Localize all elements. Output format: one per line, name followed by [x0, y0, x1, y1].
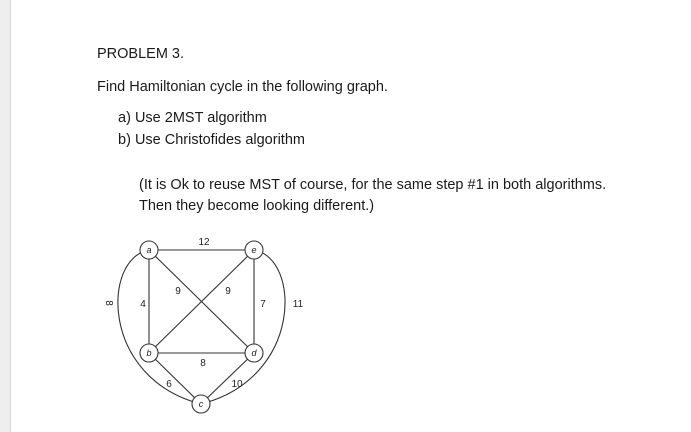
- edge-weight-a-c: 8: [103, 300, 114, 306]
- vertex-a: [140, 241, 158, 259]
- edge-weight-a-e: 12: [198, 237, 210, 248]
- edge-e-c: [201, 250, 285, 404]
- vertex-d: [245, 344, 263, 362]
- vertex-e: [245, 241, 263, 259]
- edge-weight-e-c: 11: [292, 299, 304, 310]
- note-line: Then they become looking different.): [139, 198, 375, 214]
- problem-instruction: Find Hamiltonian cycle in the following graph.: [97, 79, 388, 95]
- edge-weight-b-c: 6: [166, 379, 172, 390]
- vertex-b: [140, 344, 158, 362]
- edge-d-c: [201, 353, 254, 404]
- edge-weight-b-d: 8: [200, 358, 206, 369]
- vertex-label: b: [146, 348, 152, 358]
- note-line: (It is Ok to reuse MST of course, for the same step #1 in both algorithms.: [139, 177, 607, 193]
- edge-weight-a-d: 9: [175, 286, 181, 297]
- vertex-c: [192, 395, 210, 413]
- edge-b-c: [149, 353, 201, 404]
- edge-weight-e-b: 9: [225, 286, 231, 297]
- list-item-text: Use Christofides algorithm: [134, 132, 305, 148]
- problem-title: PROBLEM 3.: [97, 46, 185, 62]
- vertex-label: d: [251, 348, 257, 358]
- edge-weight-a-b: 4: [140, 299, 146, 310]
- list-item-text: Use 2MST algorithm: [134, 110, 267, 126]
- list-marker: a): [118, 110, 131, 126]
- list-marker: b): [118, 132, 131, 148]
- vertex-label: a: [146, 245, 152, 255]
- vertex-label: c: [198, 399, 204, 409]
- edge-weight-e-d: 7: [260, 299, 266, 310]
- edge-weight-d-c: 10: [231, 379, 243, 390]
- edge-a-c: [118, 250, 201, 404]
- vertex-label: e: [251, 245, 257, 255]
